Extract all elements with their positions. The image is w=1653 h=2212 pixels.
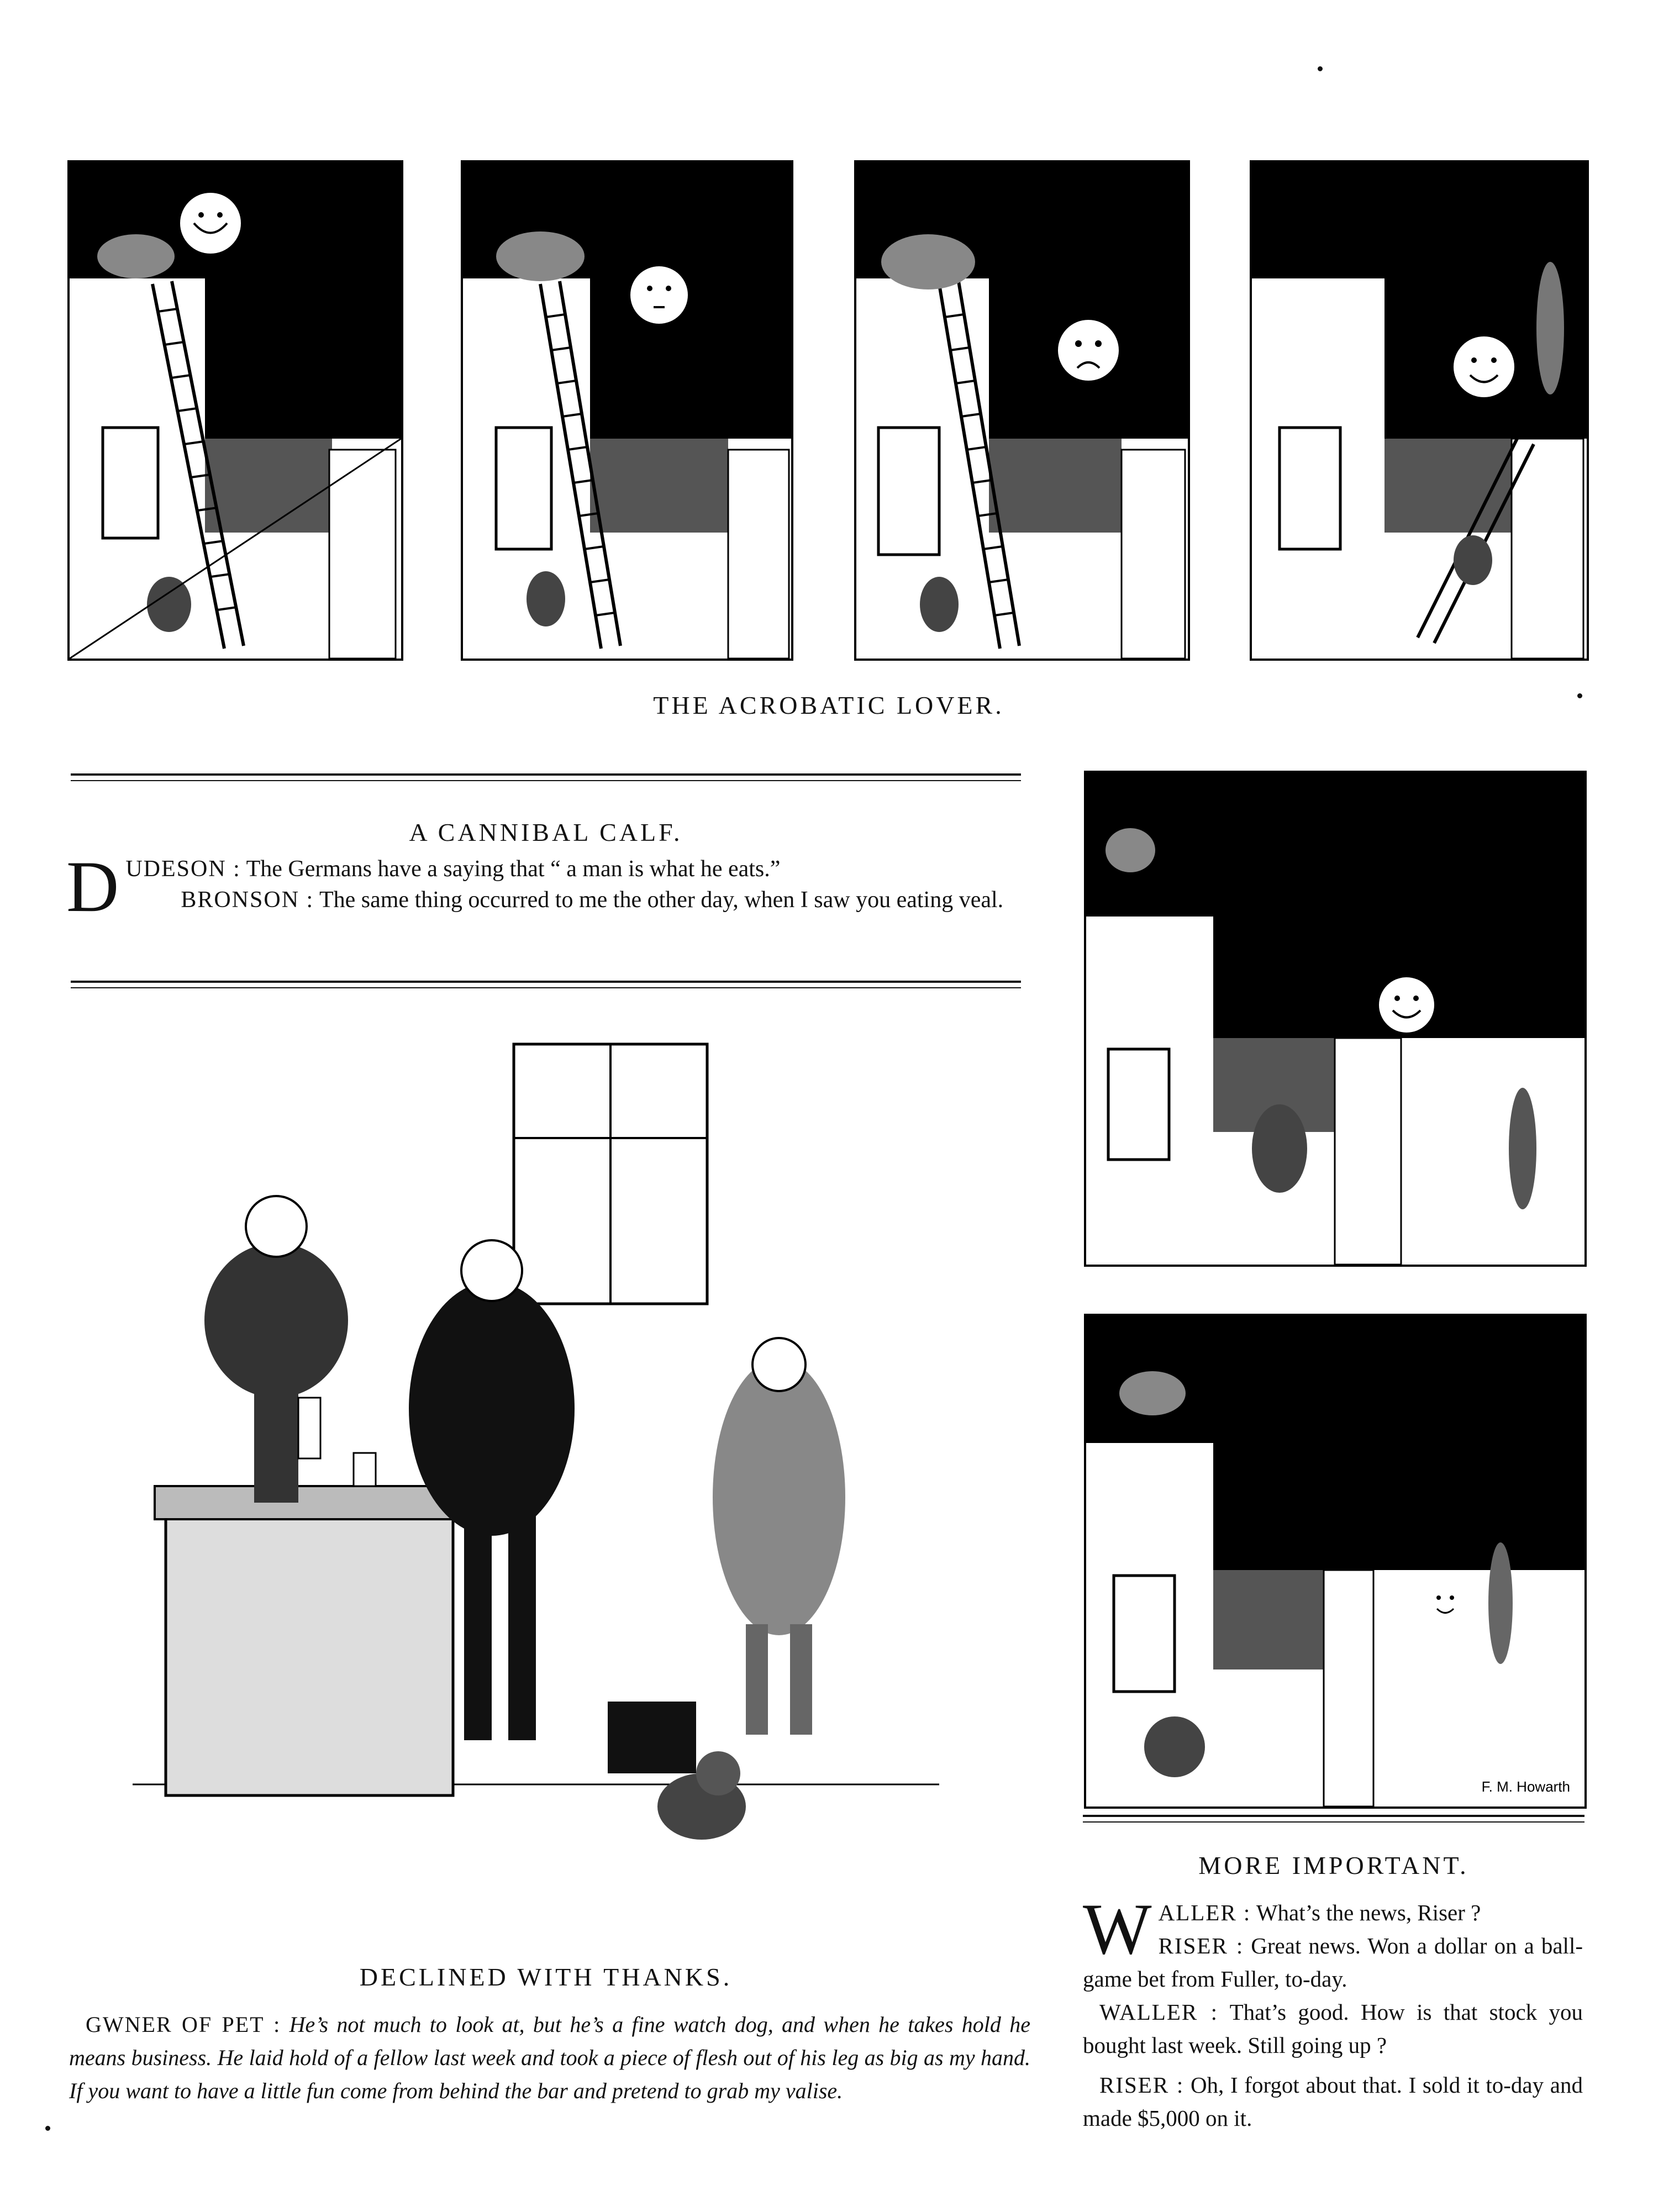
comic-panel-6 — [1084, 1314, 1587, 1809]
comic-panel-5 — [1084, 771, 1587, 1267]
dudeson-line: The Germans have a saying that “ a man is what he eats.” — [246, 856, 781, 882]
bar-illustration — [133, 1011, 939, 1934]
comic-panel-2 — [461, 160, 793, 661]
page-speck — [45, 2126, 50, 2131]
speaker-waller-1: ALLER : — [1158, 1900, 1251, 1925]
speaker-riser-2: RISER : — [1099, 2072, 1185, 2098]
dropcap-d: D — [66, 846, 119, 927]
speaker-waller-2: WALLER : — [1099, 1999, 1218, 2025]
comic-panel-3 — [854, 160, 1190, 661]
divider-bottom-cannibal — [71, 981, 1021, 988]
dropcap-w: W — [1083, 1888, 1152, 1969]
speaker-dudeson: UDESON : — [125, 856, 241, 882]
speaker-owner-of-pet: GWNER OF PET : — [86, 2012, 281, 2037]
more-important-title: MORE IMPORTANT. — [1198, 1851, 1469, 1879]
cannibal-calf-dialogue — [66, 846, 1022, 927]
more-important-dialogue — [1083, 1888, 1583, 2135]
divider-more-important — [1083, 1815, 1584, 1823]
artist-signature: F. M. Howarth — [1478, 1778, 1573, 1795]
speaker-riser-1: RISER : — [1158, 1933, 1244, 1958]
comic-panel-4 — [1250, 160, 1589, 661]
riser-line-2: Oh, I forgot about that. I sold it to-day and made $5,000 on it. — [1083, 2072, 1583, 2131]
declined-text: He’s not much to look at, but he’s a fine watch dog, and when he takes hold he means business. He laid hold of a fellow last week and took a piece of flesh out of his leg as big as my hand. If you want to have a little fun come from behind the bar and pretend to grab my valise. — [69, 2012, 1030, 2103]
speaker-bronson: BRONSON : — [181, 887, 314, 913]
declined-title: DECLINED WITH THANKS. — [359, 1963, 733, 1991]
waller-line-2: That’s good. How is that stock you bought last week. Still going up ? — [1083, 1999, 1583, 2058]
waller-line-1: What’s the news, Riser ? — [1256, 1900, 1481, 1925]
declined-caption — [69, 2008, 1030, 2108]
page-speck — [1577, 693, 1582, 698]
bronson-line: The same thing occurred to me the other day, when I saw you eating veal. — [319, 887, 1004, 913]
comic-title: THE ACROBATIC LOVER. — [653, 691, 1004, 719]
divider-top-cannibal — [71, 773, 1021, 781]
cannibal-calf-title: A CANNIBAL CALF. — [409, 818, 683, 846]
comic-panel-1 — [67, 160, 403, 661]
riser-line-1: Great news. Won a dollar on a ball-game bet from Fuller, to-day. — [1083, 1933, 1583, 1992]
page-speck — [1318, 66, 1323, 71]
